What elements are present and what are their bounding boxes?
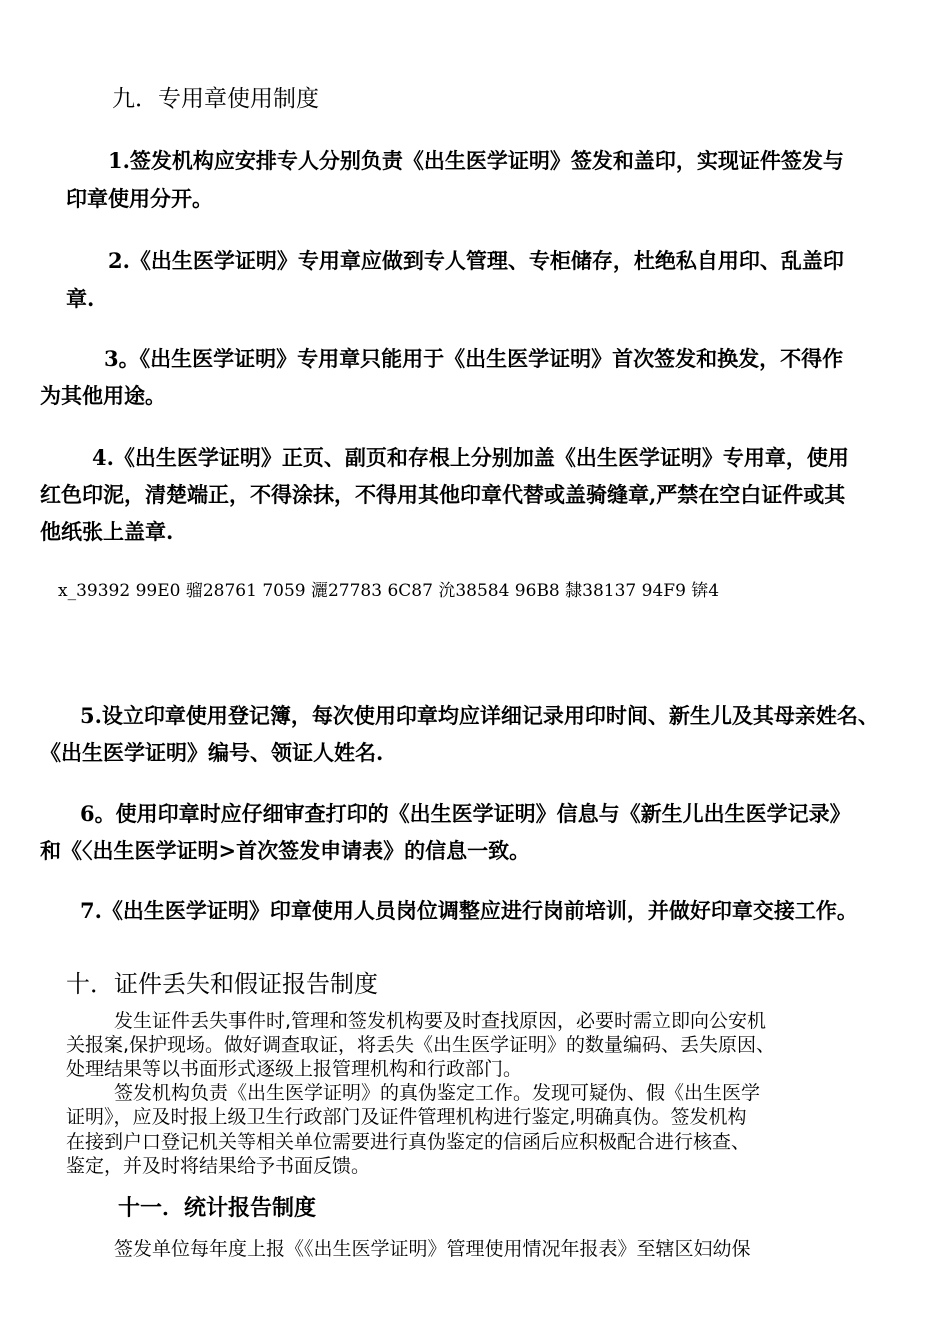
section-10-para-1-line-2: 关报案,保护现场。做好调查取证，将丢失《出生医学证明》的数量编码、丢失原因、 xyxy=(66,1034,776,1056)
section-9-heading: 九．专用章使用制度 xyxy=(112,86,319,112)
section-10-para-2-line-2: 证明》，应及时报上级卫生行政部门及证件管理机构进行鉴定,明确真伪。签发机构 xyxy=(66,1106,747,1128)
section-9-item-2-line-1: 2.《出生医学证明》专用章应做到专人管理、专柜储存，杜绝私自用印、乱盖印 xyxy=(108,248,844,273)
section-11-para-1-line-1: 签发单位每年度上报《《出生医学证明》管理使用情况年报表》至辖区妇幼保 xyxy=(114,1238,751,1260)
section-9-item-4-line-3: 他纸张上盖章. xyxy=(40,519,174,544)
section-9-item-6-line-1: 6。使用印章时应仔细审查打印的《出生医学证明》信息与《新生儿出生医学记录》 xyxy=(80,801,851,826)
section-9-item-2-line-2: 章. xyxy=(66,286,95,311)
section-11-heading: 十一．统计报告制度 xyxy=(118,1195,317,1221)
section-10-para-2-line-4: 鉴定，并及时将结果给予书面反馈。 xyxy=(66,1155,371,1177)
section-10-para-2-line-3: 在接到户口登记机关等相关单位需要进行真伪鉴定的信函后应积极配合进行核查、 xyxy=(66,1131,751,1153)
section-9-item-5-line-1: 5.设立印章使用登记簿，每次使用印章均应详细记录用印时间、新生儿及其母亲姓名、 xyxy=(80,703,879,728)
section-9-item-7-line-1: 7.《出生医学证明》印章使用人员岗位调整应进行岗前培训，并做好印章交接工作。 xyxy=(80,898,858,923)
section-9-item-1-line-1: 1.签发机构应安排专人分别负责《出生医学证明》签发和盖印，实现证件签发与 xyxy=(108,148,844,173)
section-9-item-4-line-2: 红色印泥，清楚端正，不得涂抹，不得用其他印章代替或盖骑缝章,严禁在空白证件或其 xyxy=(40,482,846,507)
section-9-item-6-line-2: 和《〈出生医学证明>首次签发申请表》的信息一致。 xyxy=(40,838,531,863)
section-9-item-1-line-2: 印章使用分开。 xyxy=(66,186,213,211)
section-9-item-3-line-1: 3。《出生医学证明》专用章只能用于《出生医学证明》首次签发和换发，不得作 xyxy=(104,346,844,371)
garbled-text-line: x_39392 99E0 骝28761 7059 灑27783 6C87 沇38584 96B8 隸38137 94F9 锛4 xyxy=(58,581,720,601)
section-10-para-1-line-3: 处理结果等以书面形式逐级上报管理机构和行政部门。 xyxy=(66,1058,523,1080)
section-10-heading: 十．证件丢失和假证报告制度 xyxy=(66,970,378,998)
section-9-item-3-line-2: 为其他用途。 xyxy=(40,383,166,408)
section-10-para-2-line-1: 签发机构负责《出生医学证明》的真伪鉴定工作。发现可疑伪、假《出生医学 xyxy=(114,1082,761,1104)
section-9-item-5-line-2: 《出生医学证明》编号、领证人姓名. xyxy=(40,740,384,765)
section-10-para-1-line-1: 发生证件丢失事件时,管理和签发机构要及时查找原因，必要时需立即向公安机 xyxy=(114,1010,767,1032)
section-9-item-4-line-1: 4.《出生医学证明》正页、副页和存根上分别加盖《出生医学证明》专用章，使用 xyxy=(92,445,849,470)
